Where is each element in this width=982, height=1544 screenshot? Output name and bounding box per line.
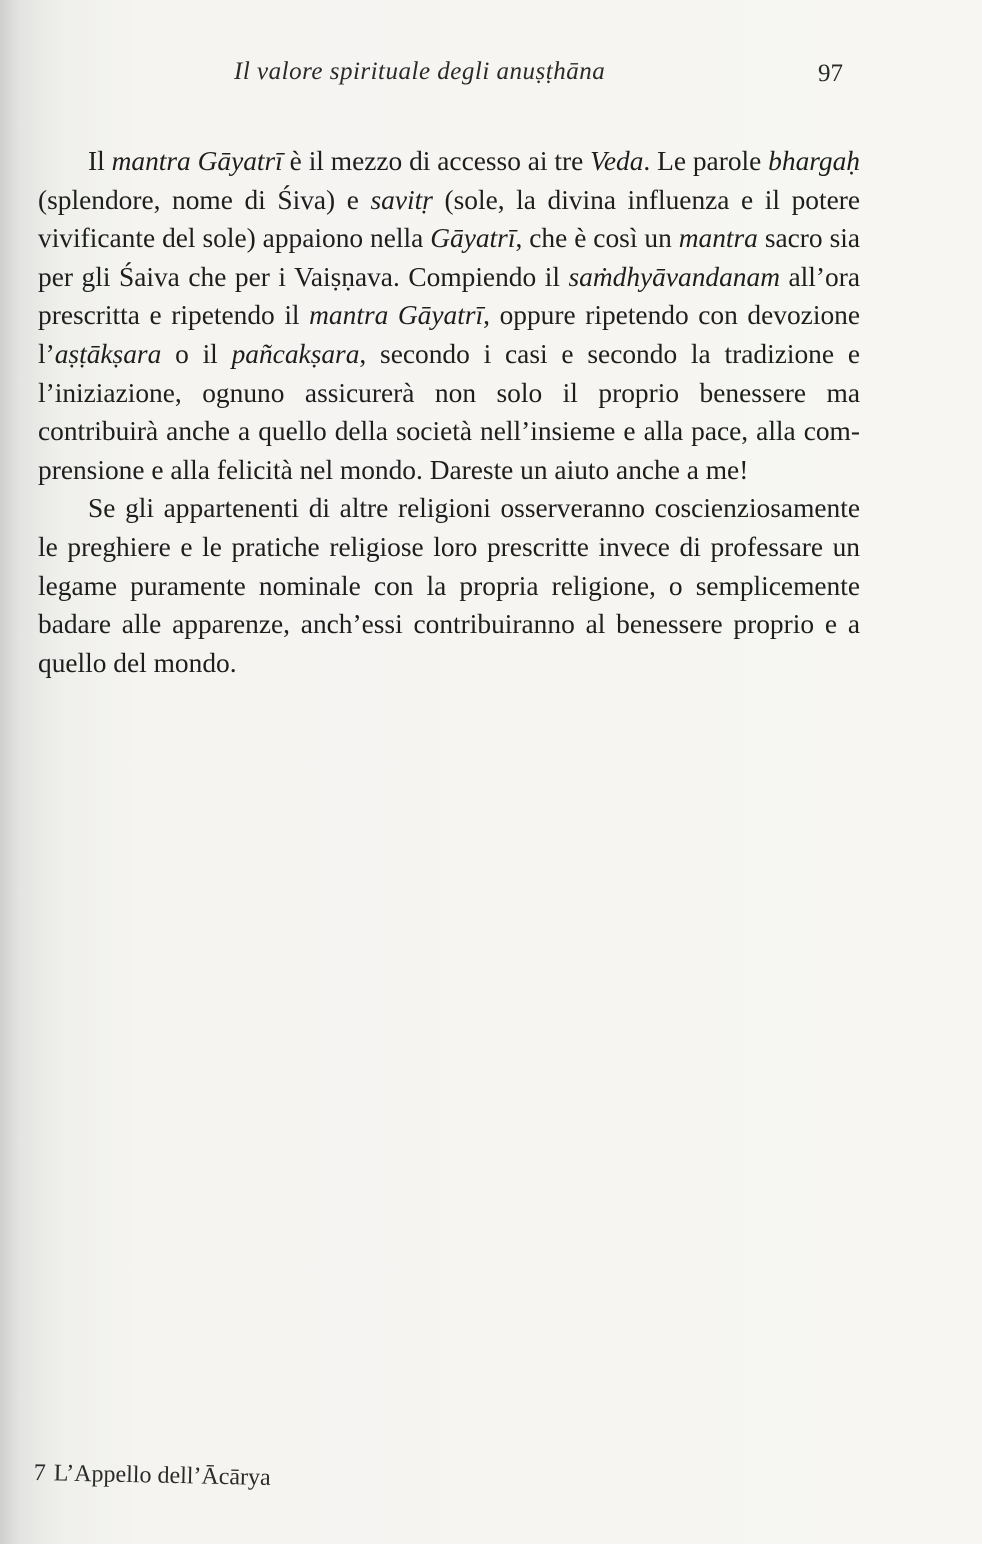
text-run: o il [161,338,232,369]
page-number: 97 [818,60,843,87]
text-run: (splendore, nome di Śiva) e [38,184,371,215]
italic-term: mantra Gāyatrī [111,146,283,176]
italic-term: mantra [678,223,758,254]
body-text [38,142,860,682]
italic-term: saṁdhyāvandanam [568,261,780,292]
italic-term: Veda [590,146,644,176]
text-run: Il [88,146,112,176]
book-title: L’Appello dell’Ācārya [53,1460,271,1491]
signature-footer [33,1460,271,1492]
text-run: sacro sia per gli Śaiva che per i Vaiṣṇava. Compiendo il [38,223,860,292]
text-run: , che è così un [515,223,679,254]
italic-term: pañcakṣara [231,338,360,369]
text-run: all’ora prescritta e ripetendo il [38,261,860,331]
italic-term: bhargaḥ [768,146,860,176]
text-run: è il mezzo di accesso ai tre [282,146,591,176]
signature-number: 7 [33,1460,46,1487]
text-run: (sole, la divina influenza e il potere vivificante del sole) appaiono nella [38,184,861,254]
italic-term: savitṛ [370,184,433,215]
text-run: Se gli appartenenti di altre religioni osserveranno coscienziosamente le preghiere e le pratiche religiose loro prescritte invece di professare un legame puramente nominale con la propria religione, o semplicemente badare alle apparenze, anch’essi contribuiranno al benessere proprio e a quello del mondo. [38,493,860,678]
running-head [0,58,982,98]
text-run: , secondo i casi e secondo la tradizione e l’iniziazione, ognuno assicurerà non solo il proprio benessere ma contribuirà anche a quello della società nell’insieme e alla pace, alla comprensione e alla felicità nel mondo. Dareste un aiuto anche a me! [38,338,860,485]
italic-term: aṣṭākṣara [54,338,162,369]
running-title: Il valore spirituale degli anuṣṭhāna [234,58,606,85]
paragraph [38,489,860,682]
italic-term: Gāyatrī [430,223,516,254]
italic-term: mantra Gāyatrī [309,300,484,331]
text-run: . Le parole [643,146,769,176]
text-run: , oppure ripetendo con devozione l’ [38,300,860,369]
paragraph [38,142,860,489]
